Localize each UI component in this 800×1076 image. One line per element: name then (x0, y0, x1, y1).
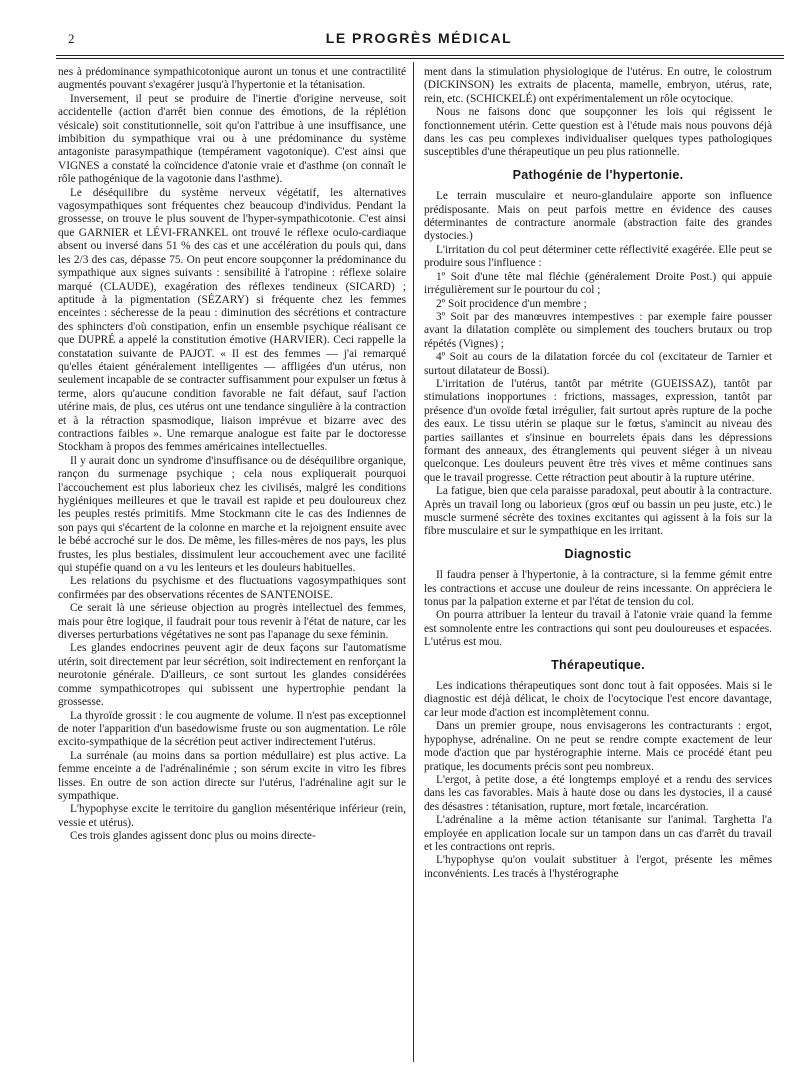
left-column (58, 66, 406, 1066)
paragraph: Ce serait là une sérieuse objection au progrès intellectuel des femmes, mais pour être logique, il faudrait pour tous revenir à l'état de nature, car les diverses perturbations végétatives ne sont pas l'apanage du sexe féminin. (58, 602, 406, 642)
paragraph: On pourra attribuer la lenteur du travail à l'atonie vraie quand la femme est somnolente entre les contractions qui sont peu douloureuses et espacées. L'utérus est mou. (424, 609, 772, 649)
section-heading-therapeutique: Thérapeutique. (551, 657, 645, 672)
paragraph: 4º Soit au cours de la dilatation forcée du col (excitateur de Tarnier et surtout dilatateur de Bossi). (424, 351, 772, 377)
paragraph: L'adrénaline a la même action tétanisante sur l'animal. Targhetta l'a employée en application locale sur un tampon dans un cas d'arrêt du travail et les contractions ont repris. (424, 814, 772, 853)
page-header (56, 28, 782, 52)
paragraph: 3º Soit par des manœuvres intempestives : par exemple faire pousser avant la dilatation complète ou simplement des touchers brutaux ou trop répétés (Vignes) ; (424, 310, 772, 350)
page-number: 2 (68, 31, 75, 46)
paragraph: 2º Soit procidence d'un membre ; (436, 297, 587, 310)
right-column (424, 66, 772, 1066)
paragraph: 1º Soit d'une tête mal fléchie (généralement Droite Post.) qui appuie irrégulièrement sur le pourtour du col ; (424, 270, 772, 297)
paragraph: Le terrain musculaire et neuro-glandulaire apporte son influence prédisposante. Mais on peut parfois mettre en évidence des causes déterminantes de contracture anormale (abstraction faite des grandes dystocies.) (424, 190, 772, 243)
header-rule (56, 55, 784, 59)
journal-title: LE PROGRÈS MÉDICAL (325, 30, 513, 46)
paragraph: Le déséquilibre du système nerveux végétatif, les alternatives vagosympathiques sont fréquentes chez beaucoup d'individus. Pendant la grossesse, on trouve le plus souvent de l'hyper-sympathicotonie. C'est ainsi que GARNIER et LÉVI-FRANKEL ont trouvé le réflexe oculo-cardiaque absent ou inversé dans 51 % des cas et une accélération du pouls qui, dans les 2/3 des cas, dépasse 75. On peut encore soupçonner la prédominance du sympathique aux signes suivants : sensibilité à l'atropine : réflexe solaire marqué (CLAUDE), exagération des réflexes tendineux (SICARD) ; aptitude à la pigmentation (SÉZARY) si fréquente chez les femmes enceintes : sécheresse de la peau : diminution des sécrétions et contracture des sphincters d'où constipation, enfin un ensemble psychique réalisant ce que DUPRÉ a appelé la constitution émotive (HARVIER). Ceci rappelle la constatation suivante de PAJOT. « Il est des femmes — j'ai remarqué qu'elles étaient généralement intelligentes — affligées d'un utérus, non seulement incapable de se contracter suffisamment pour expulser un fœtus à terme, alors qu'aucune condition favorable ne fait défaut, sauf l'action utérine mais, de plus, ces utérus ont une tendance singulière à la contraction et à la rétraction spasmodique, liaison imprévue et bizarre avec des contractions faibles ». Une remarque analogue est faite par le doctoresse Stockham à propos des femmes américaines intellectuelles. (58, 186, 406, 454)
paragraph: Les glandes endocrines peuvent agir de deux façons sur l'automatisme utérin, soit directement par leur sécrétion, soit indirectement en renforçant la neurotonie générale. D'ailleurs, ce sont surtout les glandes considérées comme sympathicotropes qui subissent une hypertrophie pendant la grossesse. (58, 642, 406, 709)
paragraph: La fatigue, bien que cela paraisse paradoxal, peut aboutir à la contracture. Après un travail long ou laborieux (gros œuf ou bassin un peu juste, etc.) le muscle surmené sécrète des toxines excitantes qui agissent à la fois sur la fibre musculaire et sur le sympathique en les irritant. (424, 485, 772, 538)
paragraph: Dans un premier groupe, nous envisagerons les contracturants : ergot, hypophyse, adrénaline. On ne peut se rendre compte exactement de leur mode d'action que par hystérographie interne. Mais ce procédé étant peu pratique, les documents précis sont peu nombreux. (424, 720, 772, 773)
section-heading-diagnostic: Diagnostic (564, 546, 632, 561)
paragraph: Les relations du psychisme et des fluctuations vagosympathiques sont confirmées par des observations récentes de SANTENOISE. (58, 575, 406, 601)
section-heading-pathogenie: Pathogénie de l'hypertonie. (512, 167, 684, 182)
paragraph: Nous ne faisons donc que soupçonner les lois qui régissent le fonctionnement utérin. Cette question est à l'étude mais nous pouvons déjà dans les cas peu complexes individualiser quelques types pathologiques susceptibles d'une thérapeutique un peu plus rationnelle. (424, 106, 772, 159)
paragraph: L'irritation de l'utérus, tantôt par métrite (GUEISSAZ), tantôt par stimulations inopportunes : frictions, massages, expression, tantôt par présence d'un ovoïde fœtal irrégulier, fait surtout après rupture de la poche des eaux. Le tissu utérin se plaque sur le fœtus, s'amincit au niveau des parties saillantes et s'insinue en bourrelets épais dans les dépressions formant des anneaux, des étranglements qui peuvent siéger à un niveau quelconque. Les douleurs peuvent être très vives et même continues sans que le travail progresse. Cette rétraction peut aboutir à la rupture utérine. (424, 377, 772, 484)
paragraph: La thyroïde grossit : le cou augmente de volume. Il n'est pas exceptionnel de noter l'apparition d'un basedowisme fruste ou son augmentation. Le rôle excito-sympathique de la sécrétion peut activer indirectement l'utérus. (58, 709, 406, 749)
paragraph: L'hypophyse excite le territoire du ganglion mésentérique inférieur (rein, vessie et utérus). (58, 803, 406, 829)
paragraph: L'hypophyse qu'on voulait substituer à l'ergot, présente les mêmes inconvénients. Les tracés à l'hystérographe (424, 854, 772, 880)
paragraph: Les indications thérapeutiques sont donc tout à fait opposées. Mais si le diagnostic est déjà délicat, le choix de l'ocytocique l'est encore davantage, car leur mode d'action est incomplètement connu. (424, 680, 772, 719)
paragraph: Il faudra penser à l'hypertonie, à la contracture, si la femme gémit entre les contractions et accuse une douleur de reins incessante. On appréciera le tonus par la palpation externe et par l'état de tension du col. (424, 569, 772, 609)
paragraph: Ces trois glandes agissent donc plus ou moins directe- (70, 830, 316, 843)
paragraph: La surrénale (au moins dans sa portion médullaire) est plus active. La femme enceinte a de l'adrénalinémie ; son sérum excite in vitro les fibres lisses. En outre de son action directe sur l'utérus, l'adrénaline agit sur le sympathique. (58, 749, 406, 802)
paragraph: nes à prédominance sympathicotonique auront un tonus et une contractilité augmentés pouvant s'exagérer jusqu'à l'hypertonie et la tétanisation. (58, 66, 406, 92)
column-divider (413, 62, 414, 1062)
paragraph: L'irritation du col peut déterminer cette réflectivité exagérée. Elle peut se produire sous l'influence : (424, 243, 772, 270)
paragraph: Il y aurait donc un syndrome d'insuffisance ou de déséquilibre organique, rançon du surmenage psychique ; cela nous expliquerait pourquoi l'accouchement est plus laborieux chez les civilisés, malgré les conditions hygiéniques meilleures et que le travail est rapide et peu douloureux chez les peuples restés primitifs. Mme Stockmann cite le cas des Indiennes de son pays qui s'écartent de la colonne en marche et la rejoignent ensuite avec le bébé accroché sur le dos. De même, les filles-mères de nos pays, les plus frustes, les plus bestiales, dissimulent leur accouchement avec une facilité qui stupéfie quand on a vu les lenteurs et les douleurs habituelles. (58, 454, 406, 575)
paragraph: ment dans la stimulation physiologique de l'utérus. En outre, le colostrum (DICKINSON) les extraits de placenta, mamelle, embryon, utérus, rate, rein, etc. (SCHICKELÉ) ont expérimentalement un rôle ocytocique. (424, 66, 772, 105)
paragraph: Inversement, il peut se produire de l'inertie d'origine nerveuse, soit accidentelle (action d'arrêt bien connue des émotions, de la réplétion vésicale) soit constitutionnelle, soit qu'on l'attribue à une insuffisance, une imbibition du sympathique vrai ou à une prédominance du système antagoniste parasympathique (tempérament vagotonique). C'est ainsi que VIGNES a constaté la coïncidence d'atonie vraie et d'asthme (on connaît le rôle pathogénique de la vagotonie dans l'asthme). (58, 92, 406, 186)
paragraph: L'ergot, à petite dose, a été longtemps employé et a rendu des services dans les cas favorables. Mais à haute dose ou dans les dystocies, il a causé des désastres : tétanisation, rupture, mort fœtale, incarcération. (424, 773, 772, 813)
